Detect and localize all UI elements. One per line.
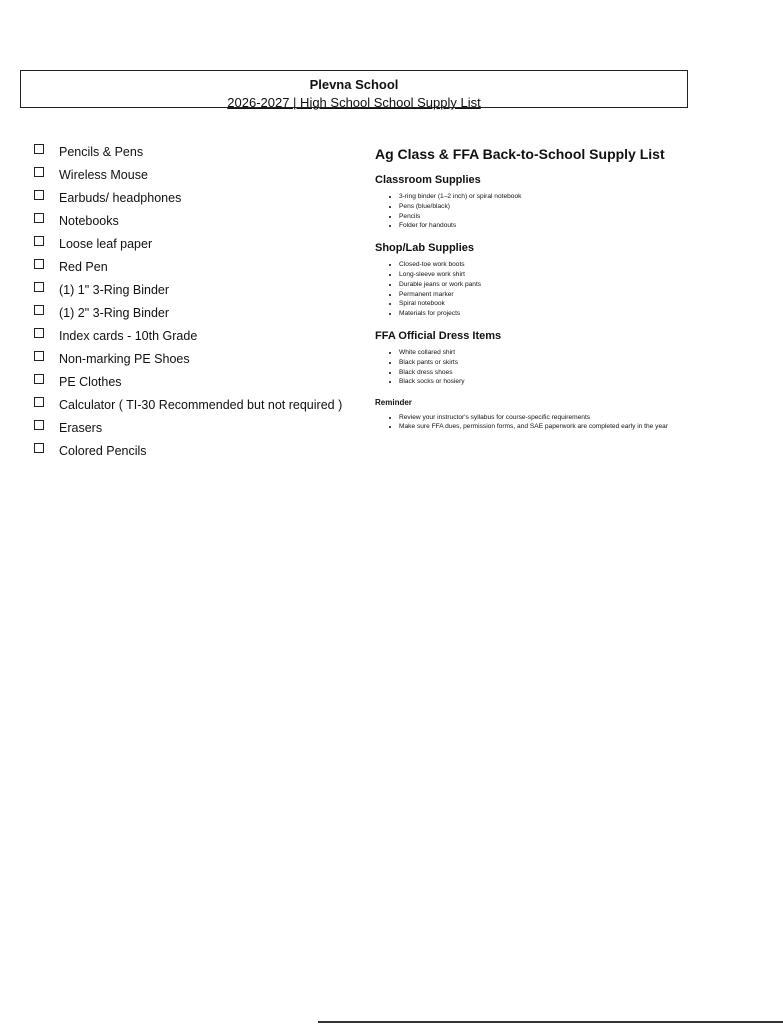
list-item: • Black socks or hosiery	[399, 377, 705, 387]
list-item: • Make sure FFA dues, permission forms, and SAE paperwork are completed early in the year	[399, 422, 699, 431]
checkbox[interactable]	[34, 236, 44, 246]
section-title-ffa-dress: FFA Official Dress Items	[375, 329, 502, 342]
supply-item	[34, 439, 342, 462]
supply-item	[34, 370, 342, 393]
list-item: • Long-sleeve work shirt	[399, 270, 705, 280]
supply-item	[34, 232, 342, 255]
reminder-list	[375, 413, 699, 431]
supply-item-label: (1) 1" 3-Ring Binder	[59, 282, 170, 297]
supply-item-label: Wireless Mouse	[59, 167, 148, 182]
list-item: • Pens (blue/black)	[399, 202, 705, 212]
supply-item-label: Index cards - 10th Grade	[59, 328, 198, 343]
list-item: • Review your instructor's syllabus for course-specific requirements	[399, 413, 699, 422]
checkbox[interactable]	[34, 305, 44, 315]
ag-title: Ag Class & FFA Back-to-School Supply List	[375, 146, 665, 162]
supply-item-label: PE Clothes	[59, 374, 122, 389]
checkbox[interactable]	[34, 282, 44, 292]
supply-item	[34, 301, 342, 324]
classroom-supplies-list	[375, 192, 705, 231]
checkbox[interactable]	[34, 420, 44, 430]
supply-item	[34, 278, 342, 301]
school-name: Plevna School	[309, 77, 399, 92]
checkbox[interactable]	[34, 144, 44, 154]
supply-item	[34, 255, 342, 278]
checkbox[interactable]	[34, 397, 44, 407]
supply-item	[34, 186, 342, 209]
shop-lab-supplies-list	[375, 260, 705, 319]
supply-item	[34, 416, 342, 439]
checkbox[interactable]	[34, 190, 44, 200]
list-item: • Spiral notebook	[399, 299, 705, 309]
supply-item-label: Loose leaf paper	[59, 236, 153, 251]
supply-item-label: (1) 2" 3-Ring Binder	[59, 305, 170, 320]
checkbox[interactable]	[34, 374, 44, 384]
supply-item	[34, 347, 342, 370]
list-item: • 3-ring binder (1–2 inch) or spiral notebook	[399, 192, 705, 202]
list-item: • Durable jeans or work pants	[399, 280, 705, 290]
section-title-shop-lab: Shop/Lab Supplies	[375, 242, 475, 255]
section-title-classroom: Classroom Supplies	[375, 174, 481, 186]
checkbox[interactable]	[34, 351, 44, 361]
list-item: • White collared shirt	[399, 348, 705, 358]
checkbox[interactable]	[34, 328, 44, 338]
supply-item-label: Calculator ( TI-30 Recommended but not required )	[59, 397, 343, 412]
supply-item-label: Pencils & Pens	[59, 144, 144, 159]
supply-item	[34, 324, 342, 347]
checkbox[interactable]	[34, 259, 44, 269]
header-box	[20, 70, 688, 108]
list-item: • Black dress shoes	[399, 368, 705, 378]
list-item: • Materials for projects	[399, 309, 705, 319]
list-item: • Black pants or skirts	[399, 358, 705, 368]
supply-item	[34, 140, 342, 163]
checkbox[interactable]	[34, 167, 44, 177]
reminder-title: Reminder	[375, 398, 412, 408]
supply-item-label: Red Pen	[59, 259, 108, 274]
list-title: 2026-2027 | High School School Supply List	[227, 95, 481, 110]
scan-edge-line	[318, 1021, 783, 1023]
checkbox[interactable]	[34, 443, 44, 453]
supply-item	[34, 163, 342, 186]
supply-item-label: Non-marking PE Shoes	[59, 351, 190, 366]
supply-item	[34, 393, 342, 416]
supply-item-label: Colored Pencils	[59, 443, 147, 458]
list-item: • Closed-toe work boots	[399, 260, 705, 270]
supply-item-label: Erasers	[59, 420, 103, 435]
supply-item-label: Earbuds/ headphones	[59, 190, 182, 205]
ffa-dress-list	[375, 348, 705, 387]
list-item: • Pencils	[399, 212, 705, 222]
supply-item-label: Notebooks	[59, 213, 119, 228]
list-item: • Permanent marker	[399, 290, 705, 300]
supply-item	[34, 209, 342, 232]
supply-checklist	[34, 140, 342, 462]
list-item: • Folder for handouts	[399, 221, 705, 231]
checkbox[interactable]	[34, 213, 44, 223]
ag-supply-section	[375, 146, 705, 432]
